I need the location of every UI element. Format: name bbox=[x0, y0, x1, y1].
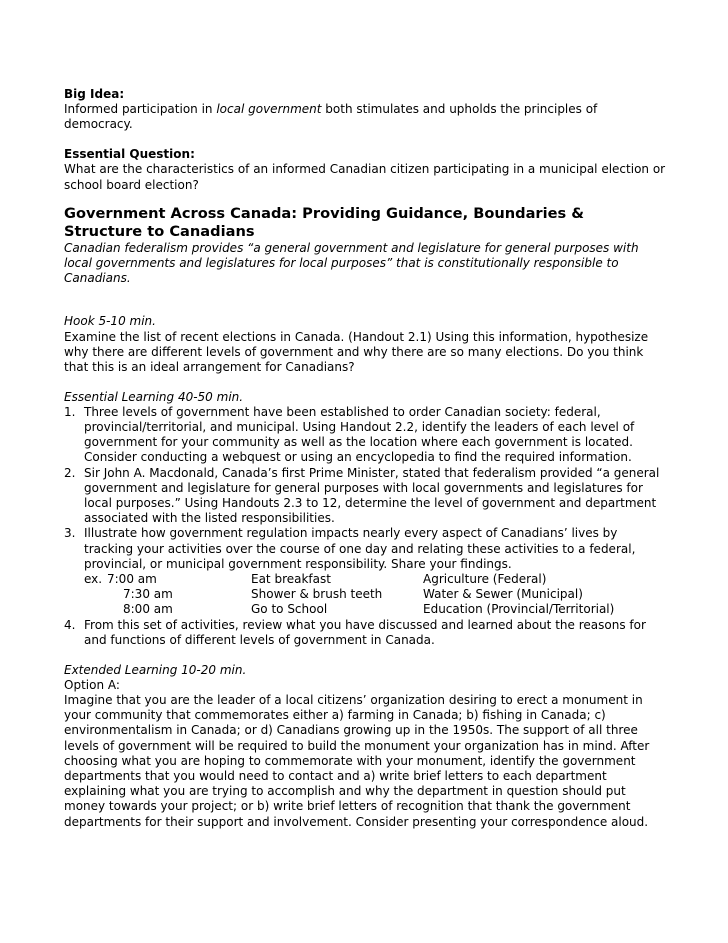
document-content bbox=[64, 87, 666, 830]
big-idea-emphasis: local government bbox=[216, 102, 322, 117]
schedule-government: Water & Sewer (Municipal) bbox=[423, 587, 583, 602]
extended-learning-text: Imagine that you are the leader of a local citizens’ organization desiring to erect a monument in your community that commemorates either a) farming in Canada; b) fishing in Canada; c) environmentalism in Canada; or d) Canadians growing up in the 1950s. The support of all three levels of government will be required to build the monument your organization has in mind. After choosing what you are hoping to commemorate with your monument, identify the government departments that you would need to contact and a) write brief letters to each department explaining what you are trying to accomplish and why the department in question should put money towards your project; or b) write brief letters of recognition that thank the government departments for their support and involvement. Consider presenting your correspondence aloud. bbox=[64, 693, 650, 829]
big-idea-label: Big Idea: bbox=[64, 87, 125, 101]
schedule-prefix bbox=[84, 602, 123, 617]
schedule-table bbox=[84, 572, 666, 618]
schedule-prefix: ex. bbox=[84, 572, 103, 587]
essential-learning-list bbox=[64, 405, 666, 648]
section-subtitle: Canadian federalism provides “a general government and legislature for general purposes with local governments and legislatures for local purposes” that is constitutionally responsible to Canadians. bbox=[64, 240, 639, 286]
hook-heading: Hook 5-10 min. bbox=[64, 314, 156, 329]
extended-learning-heading: Extended Learning 10-20 min. bbox=[64, 662, 247, 677]
option-label: Option A: bbox=[64, 677, 120, 692]
schedule-activity: Eat breakfast bbox=[251, 572, 331, 587]
schedule-time: 8:00 am bbox=[123, 602, 173, 617]
schedule-time: 7:30 am bbox=[123, 587, 173, 602]
hook-text: Examine the list of recent elections in Canada. (Handout 2.1) Using this information, hypothesize why there are different levels of government and why there are so many elections. Do you think that this is an ideal arrangement for Canadians? bbox=[64, 329, 649, 374]
essential-learning-heading: Essential Learning 40-50 min. bbox=[64, 389, 244, 404]
essential-question-text: What are the characteristics of an informed Canadian citizen participating in a municipal election or school board election? bbox=[64, 162, 666, 192]
section-title: Government Across Canada: Providing Guidance, Boundaries & Structure to Canadians bbox=[64, 204, 585, 240]
schedule-government: Agriculture (Federal) bbox=[423, 572, 547, 587]
schedule-time: 7:00 am bbox=[107, 572, 157, 587]
big-idea-text: Informed participation in local government both stimulates and upholds the principles of democracy. bbox=[64, 102, 598, 132]
list-item: 3. Illustrate how government regulation impacts nearly every aspect of Canadians’ lives by tracking your activities over the course of one day and relating these activities to a federal, provincial, or municipal government responsibility. Share your findings. ex. 7:00 am Eat breakfast Agriculture (Federal) 7:30 am Shower & brush teeth Water & Sewer (Municipal) 8:00 am Go to School Education (Provincial/Territorial) bbox=[64, 526, 666, 617]
list-item: 2. Sir John A. Macdonald, Canada’s first Prime Minister, stated that federalism provided “a general government and legislature for general purposes with local governments and legislatures for local purposes.” Using Handouts 2.3 to 12, determine the level of government and department associated with the listed responsibilities. bbox=[64, 465, 660, 526]
schedule-activity: Go to School bbox=[251, 602, 328, 617]
schedule-activity: Shower & brush teeth bbox=[251, 587, 383, 602]
list-item: 4. From this set of activities, review what you have discussed and learned about the reasons for and functions of different levels of government in Canada. bbox=[64, 617, 646, 647]
schedule-prefix bbox=[84, 587, 123, 602]
list-item: 1. Three levels of government have been established to order Canadian society: federal, provincial/territorial, and municipal. Using Handout 2.2, identify the leaders of each level of government for your community as well as the location where each government is located. Consider conducting a webquest or using an encyclopedia to find the required information. bbox=[64, 404, 635, 465]
essential-question-label: Essential Question: bbox=[64, 147, 195, 162]
schedule-government: Education (Provincial/Territorial) bbox=[423, 602, 615, 617]
